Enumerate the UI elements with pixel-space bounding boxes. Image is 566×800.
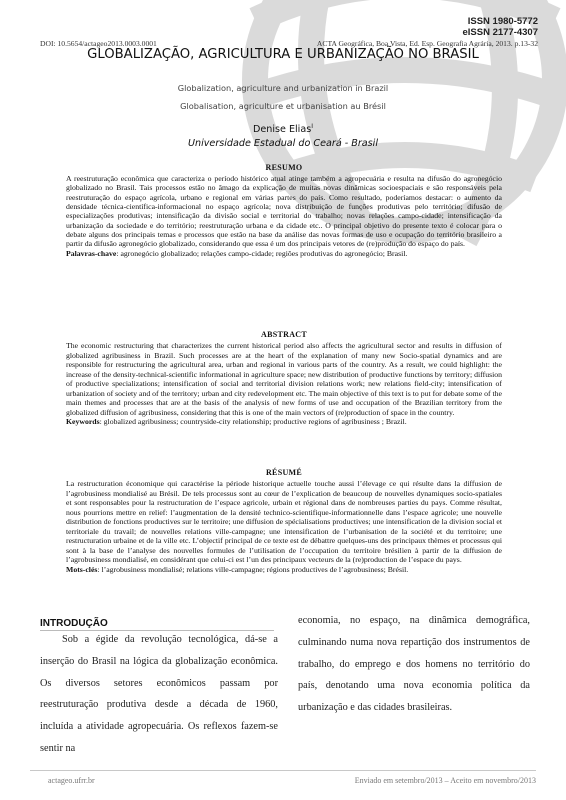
subtitle-english: Globalization, agriculture and urbanization in Brazil (177, 83, 389, 93)
resume-body: La restructuration économique qui caractérise la période historique actuelle touche aussi l’élevage ce qui résulte dans la diffusion de l’agrobusiness mondialisé au Brésil. De tels processus sont au cœur de l’explication de beaucoup de nouvelles dynamiques socio-spatiales et sont responsables pour la restructuration de l’espace agricole, urbain et régional dans de nombreuses parties du pays. Comme résultat, nous pourrions mettre en relief: l’augmentation de la densité technico-scientifique-informationnelle dans l’espace agricole; une nouvelle distribution de fonctions productives sur le territoire; une diffusion de spécialisations productives; une intensification de la division social et territoriale du travail; de nouvelles relations ville-campagne; une intensification de l’urbanisation de la société et du territoire; une restructuration urbaine et de la ville etc. L’objectif principal de ce texte est de débattre quelques-uns des principaux thèmes et processus qui sont à la base de l’analyse des nouvelles formules de l’utilisation de l’occupation du territoire brésilien à partir de la diffusion de l’agrobusiness mondialisé, en considérant que celui-ci est l’un des principaux vecteurs de la (re)production de l’espace du pays. (66, 479, 502, 564)
eissn: eISSN 2177-4307 (462, 27, 538, 38)
resumo-keywords-label: Palavras-chave (66, 248, 117, 258)
intro-column-left (40, 629, 278, 760)
intro-paragraph-right: economia, no espaço, na dinâmica demográfica, culminando numa nova repartição dos instrumentos de trabalho, do emprego e dos homens no território do país, denotando uma nova economia política da urbanização e das cidades brasileiras. (298, 615, 530, 714)
abstract-heading: ABSTRACT (261, 330, 307, 339)
footer-dates: Enviado em setembro/2013 – Aceito em novembro/2013 (354, 776, 536, 785)
author (0, 123, 566, 135)
footer-divider (30, 770, 536, 771)
abstract-keywords: : globalized agribusiness; countryside-city relationship; productive regions of agribusiness ; Brazil. (99, 417, 407, 426)
resume-heading: RÉSUMÉ (265, 468, 303, 477)
resumo-text (66, 174, 502, 258)
intro-column-right (298, 610, 530, 719)
paper-title: GLOBALIZAÇÃO, AGRICULTURA E URBANIZAÇÃO NO BRASIL (87, 47, 479, 62)
resumo-section (66, 163, 502, 258)
doi[interactable]: DOI: 10.5654/actageo2013.0003.0001 (40, 39, 157, 48)
intro-heading: INTRODUÇÃO (40, 618, 108, 629)
issn: ISSN 1980-5772 (467, 16, 538, 27)
journal-reference: ACTA Geográfica, Boa Vista, Ed. Esp. Geografia Agrária, 2013. p.13-32 (316, 39, 538, 48)
subtitle-french: Globalisation, agriculture et urbanisation au Brésil (180, 101, 386, 111)
resumo-keywords: : agronegócio globalizado; relações campo-cidade; regiões produtivas do agronegócio; Brasil. (116, 248, 408, 258)
author-name: Denise Elias (252, 124, 312, 136)
resume-section (66, 468, 502, 574)
intro-paragraph-left: Sob a égide da revolução tecnológica, dá-se a inserção do Brasil na lógica da globalização econômica. Os diversos setores econômicos passam por reestruturação produtiva desde a década de 1960, incluída a atividade agropecuária. Os reflexos fazem-se sentir na (40, 634, 278, 754)
abstract-body: The economic restructuring that characterizes the current historical period also affects the agricultural sector and results in diffusion of globalized agribusiness in Brazil. Such processes are at the heart of the explanation of many new Socio-spatial dynamics and are responsible for restructuring the agricultural area, urban and regional in various parts of the country. As a result, we could highlight: the increase of the density-technical-scientific informational in agriculture space; new distribution of productive functions by territory; diffusion of productive specializations; intensification of social and territorial division relations work; new relations field-city; intensification of urbanization of society and of the territory; urban and city redevelopment etc. The main objective of this text is to put for debate some of the main themes and processes that are at the basis of the analysis of new forms of use and occupation of the Brazilian territory from the globalized diffusion of agribusiness, considering that this is one of the main vectors of (re)production of space in the country. (66, 341, 502, 417)
resume-keywords-label: Mots-clés (66, 564, 98, 574)
abstract-section (66, 330, 502, 427)
author-footnote-marker: I (311, 123, 314, 130)
resumo-body: A reestruturação econômica que caracteriza o período histórico atual atinge também a agropecuária e resulta na difusão do agronegócio globalizado no Brasil. Tais processos estão no âmago da explicação de muitas novas dinâmicas socioespaciais e são responsáveis pela reestruturação do espaço agrícola, urbano e regional em várias partes do país. Como resultado, poderíamos destacar: o aumento da densidade técnica-científica-informacional no espaço agrícola; nova distribuição de funções produtivas pelo território; difusão de especializações produtivas; intensificação da divisão social e territorial do trabalho; novas relações campo-cidade; intensificação da urbanização da sociedade e do território; reestruturação urbana e da cidade etc.. O principal objetivo do presente texto é colocar para o debate alguns dos principais temas e processos que estão na base da análise das novas formas de uso e ocupação do território brasileiro a partir da difusão agronegócio globalizado, considerando que essa é um dos principais vetores de (re)produção do espaço do país. (66, 174, 502, 249)
abstract-keywords-label: Keywords (66, 417, 100, 426)
footer-site-link[interactable]: actageo.ufrr.br (48, 776, 95, 785)
resumo-heading: RESUMO (265, 163, 303, 172)
affiliation: Universidade Estadual do Ceará - Brasil (187, 138, 379, 149)
resume-text (66, 479, 502, 574)
abstract-text (66, 341, 502, 427)
resume-keywords: : l’agrobusiness mondialisé; relations ville-campagne; régions productives de l’agrobusiness; Brésil. (97, 564, 409, 574)
